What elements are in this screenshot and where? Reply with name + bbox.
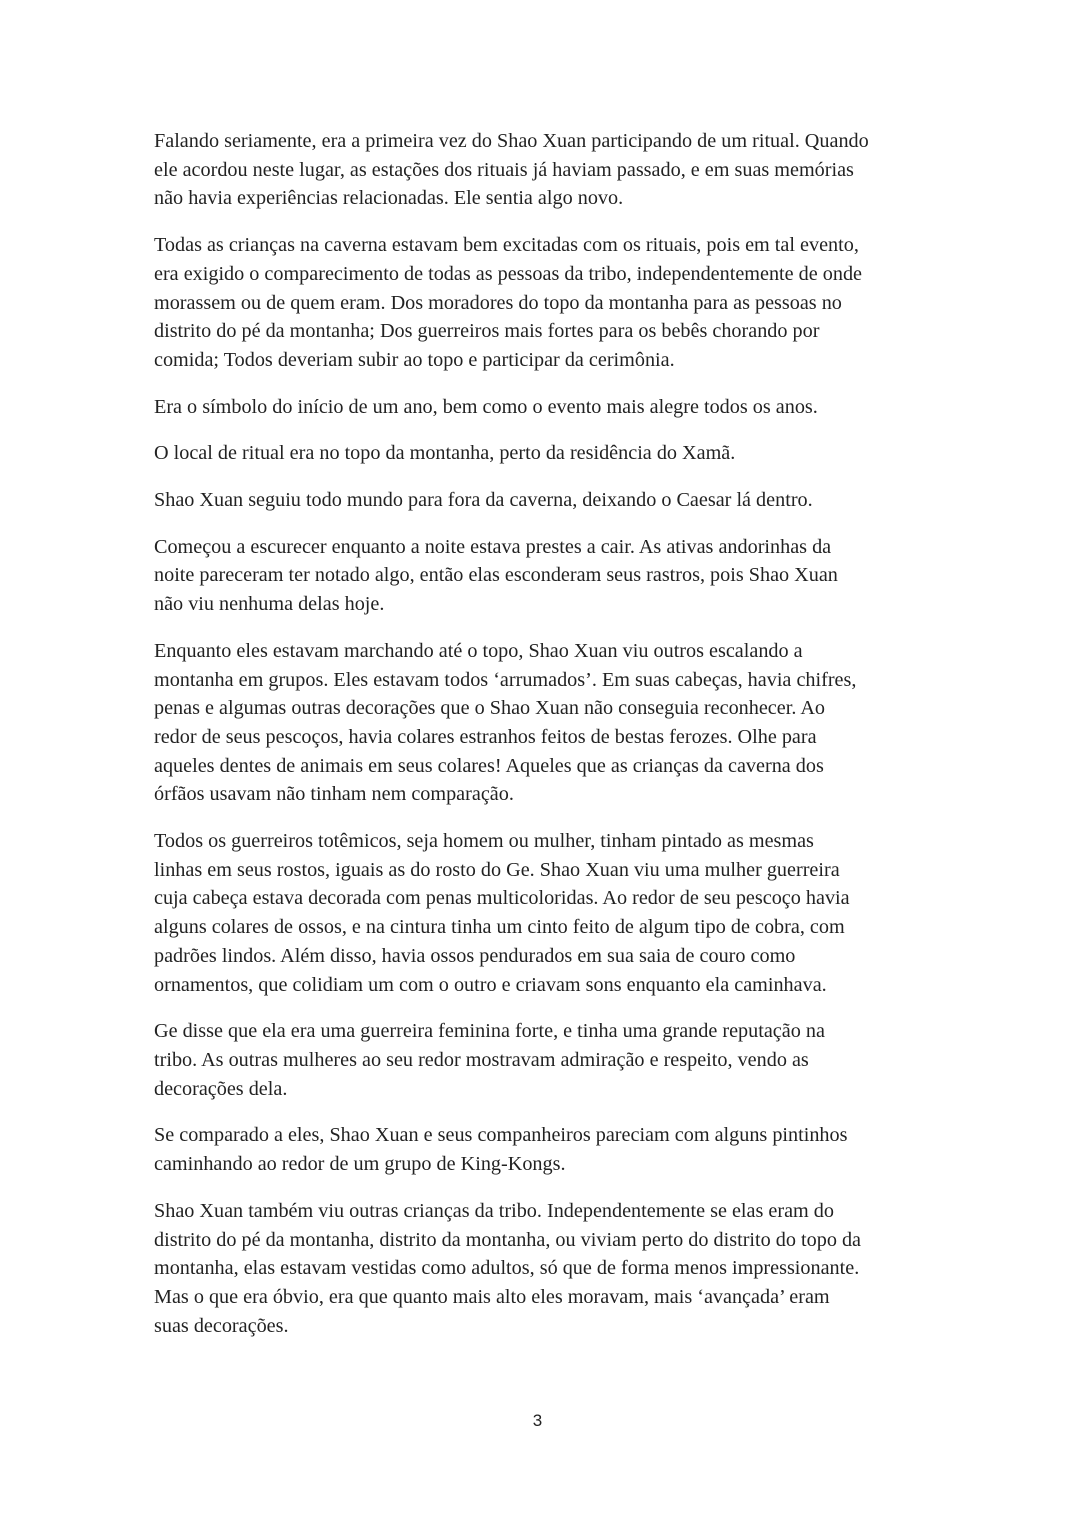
text-line: Enquanto eles estavam marchando até o topo, Shao Xuan viu outros escalando a — [154, 639, 803, 662]
text-line: órfãos usavam não tinham nem comparação. — [154, 783, 514, 806]
paragraph-9 — [154, 1017, 924, 1103]
text-line: Começou a escurecer enquanto a noite estava prestes a cair. As ativas andorinhas da — [154, 535, 832, 558]
text-line: linhas em seus rostos, iguais as do rosto do Ge. Shao Xuan viu uma mulher guerreira — [154, 858, 840, 881]
text-line: Ge disse que ela era uma guerreira feminina forte, e tinha uma grande reputação na — [154, 1020, 825, 1043]
text-line: ele acordou neste lugar, as estações dos rituais já haviam passado, e em suas memórias — [154, 158, 854, 181]
paragraph-1 — [154, 127, 924, 213]
text-line: montanha, elas estavam vestidas como adultos, só que de forma menos impressionante. — [154, 1257, 860, 1280]
text-line: morassem ou de quem eram. Dos moradores do topo da montanha para as pessoas no — [154, 291, 842, 314]
text-line: Shao Xuan seguiu todo mundo para fora da caverna, deixando o Caesar lá dentro. — [154, 489, 813, 512]
text-line: cuja cabeça estava decorada com penas multicoloridas. Ao redor de seu pescoço havia — [154, 887, 850, 910]
text-line: caminhando ao redor de um grupo de King-Kongs. — [154, 1153, 566, 1176]
text-line: O local de ritual era no topo da montanha, perto da residência do Xamã. — [154, 442, 736, 465]
text-line: Todos os guerreiros totêmicos, seja homem ou mulher, tinham pintado as mesmas — [154, 830, 814, 853]
text-line: montanha em grupos. Eles estavam todos ‘arrumados’. Em suas cabeças, havia chifres, — [154, 668, 857, 691]
text-line: redor de seus pescoços, havia colares estranhos feitos de bestas ferozes. Olhe para — [154, 725, 817, 748]
text-line: Era o símbolo do início de um ano, bem como o evento mais alegre todos os anos. — [154, 395, 818, 418]
paragraph-7 — [154, 637, 924, 809]
paragraph-4 — [154, 439, 924, 468]
text-line: ornamentos, que colidiam um com o outro e criavam sons enquanto ela caminhava. — [154, 973, 827, 996]
page-number: 3 — [532, 1411, 543, 1430]
paragraph-8 — [154, 827, 924, 999]
text-line: decorações dela. — [154, 1077, 288, 1100]
text-line: alguns colares de ossos, e na cintura tinha um cinto feito de algum tipo de cobra, com — [154, 916, 845, 939]
paragraph-2 — [154, 231, 924, 375]
text-line: não havia experiências relacionadas. Ele sentia algo novo. — [154, 187, 624, 210]
paragraph-11 — [154, 1197, 924, 1341]
text-line: Shao Xuan também viu outras crianças da tribo. Independentemente se elas eram do — [154, 1199, 834, 1222]
body-text — [154, 127, 924, 1358]
text-line: comida; Todos deveriam subir ao topo e participar da cerimônia. — [154, 348, 675, 371]
text-line: aqueles dentes de animais em seus colares! Aqueles que as crianças da caverna dos — [154, 754, 824, 777]
text-line: Falando seriamente, era a primeira vez do Shao Xuan participando de um ritual. Quando — [154, 130, 869, 152]
text-line: Se comparado a eles, Shao Xuan e seus companheiros pareciam com alguns pintinhos — [154, 1124, 848, 1147]
text-line: distrito do pé da montanha; Dos guerreiros mais fortes para os bebês chorando por — [154, 320, 820, 343]
text-line: distrito do pé da montanha, distrito da montanha, ou viviam perto do distrito do topo da — [154, 1228, 862, 1251]
text-line: era exigido o comparecimento de todas as pessoas da tribo, independentemente de onde — [154, 262, 863, 285]
text-line: tribo. As outras mulheres ao seu redor mostravam admiração e respeito, vendo as — [154, 1048, 809, 1071]
text-line: padrões lindos. Além disso, havia ossos pendurados em sua saia de couro como — [154, 944, 796, 967]
paragraph-5 — [154, 486, 924, 515]
text-line: penas e algumas outras decorações que o Shao Xuan não conseguia reconhecer. Ao — [154, 697, 825, 720]
text-line: noite pareceram ter notado algo, então elas esconderam seus rastros, pois Shao Xuan — [154, 564, 838, 587]
paragraph-6 — [154, 533, 924, 619]
text-line: não viu nenhuma delas hoje. — [154, 593, 385, 616]
text-line: suas decorações. — [154, 1314, 289, 1337]
text-line: Mas o que era óbvio, era que quanto mais alto eles moravam, mais ‘avançada’ eram — [154, 1285, 830, 1308]
paragraph-3 — [154, 393, 924, 422]
text-line: Todas as crianças na caverna estavam bem excitadas com os rituais, pois em tal evento, — [154, 234, 859, 257]
paragraph-10 — [154, 1121, 924, 1178]
